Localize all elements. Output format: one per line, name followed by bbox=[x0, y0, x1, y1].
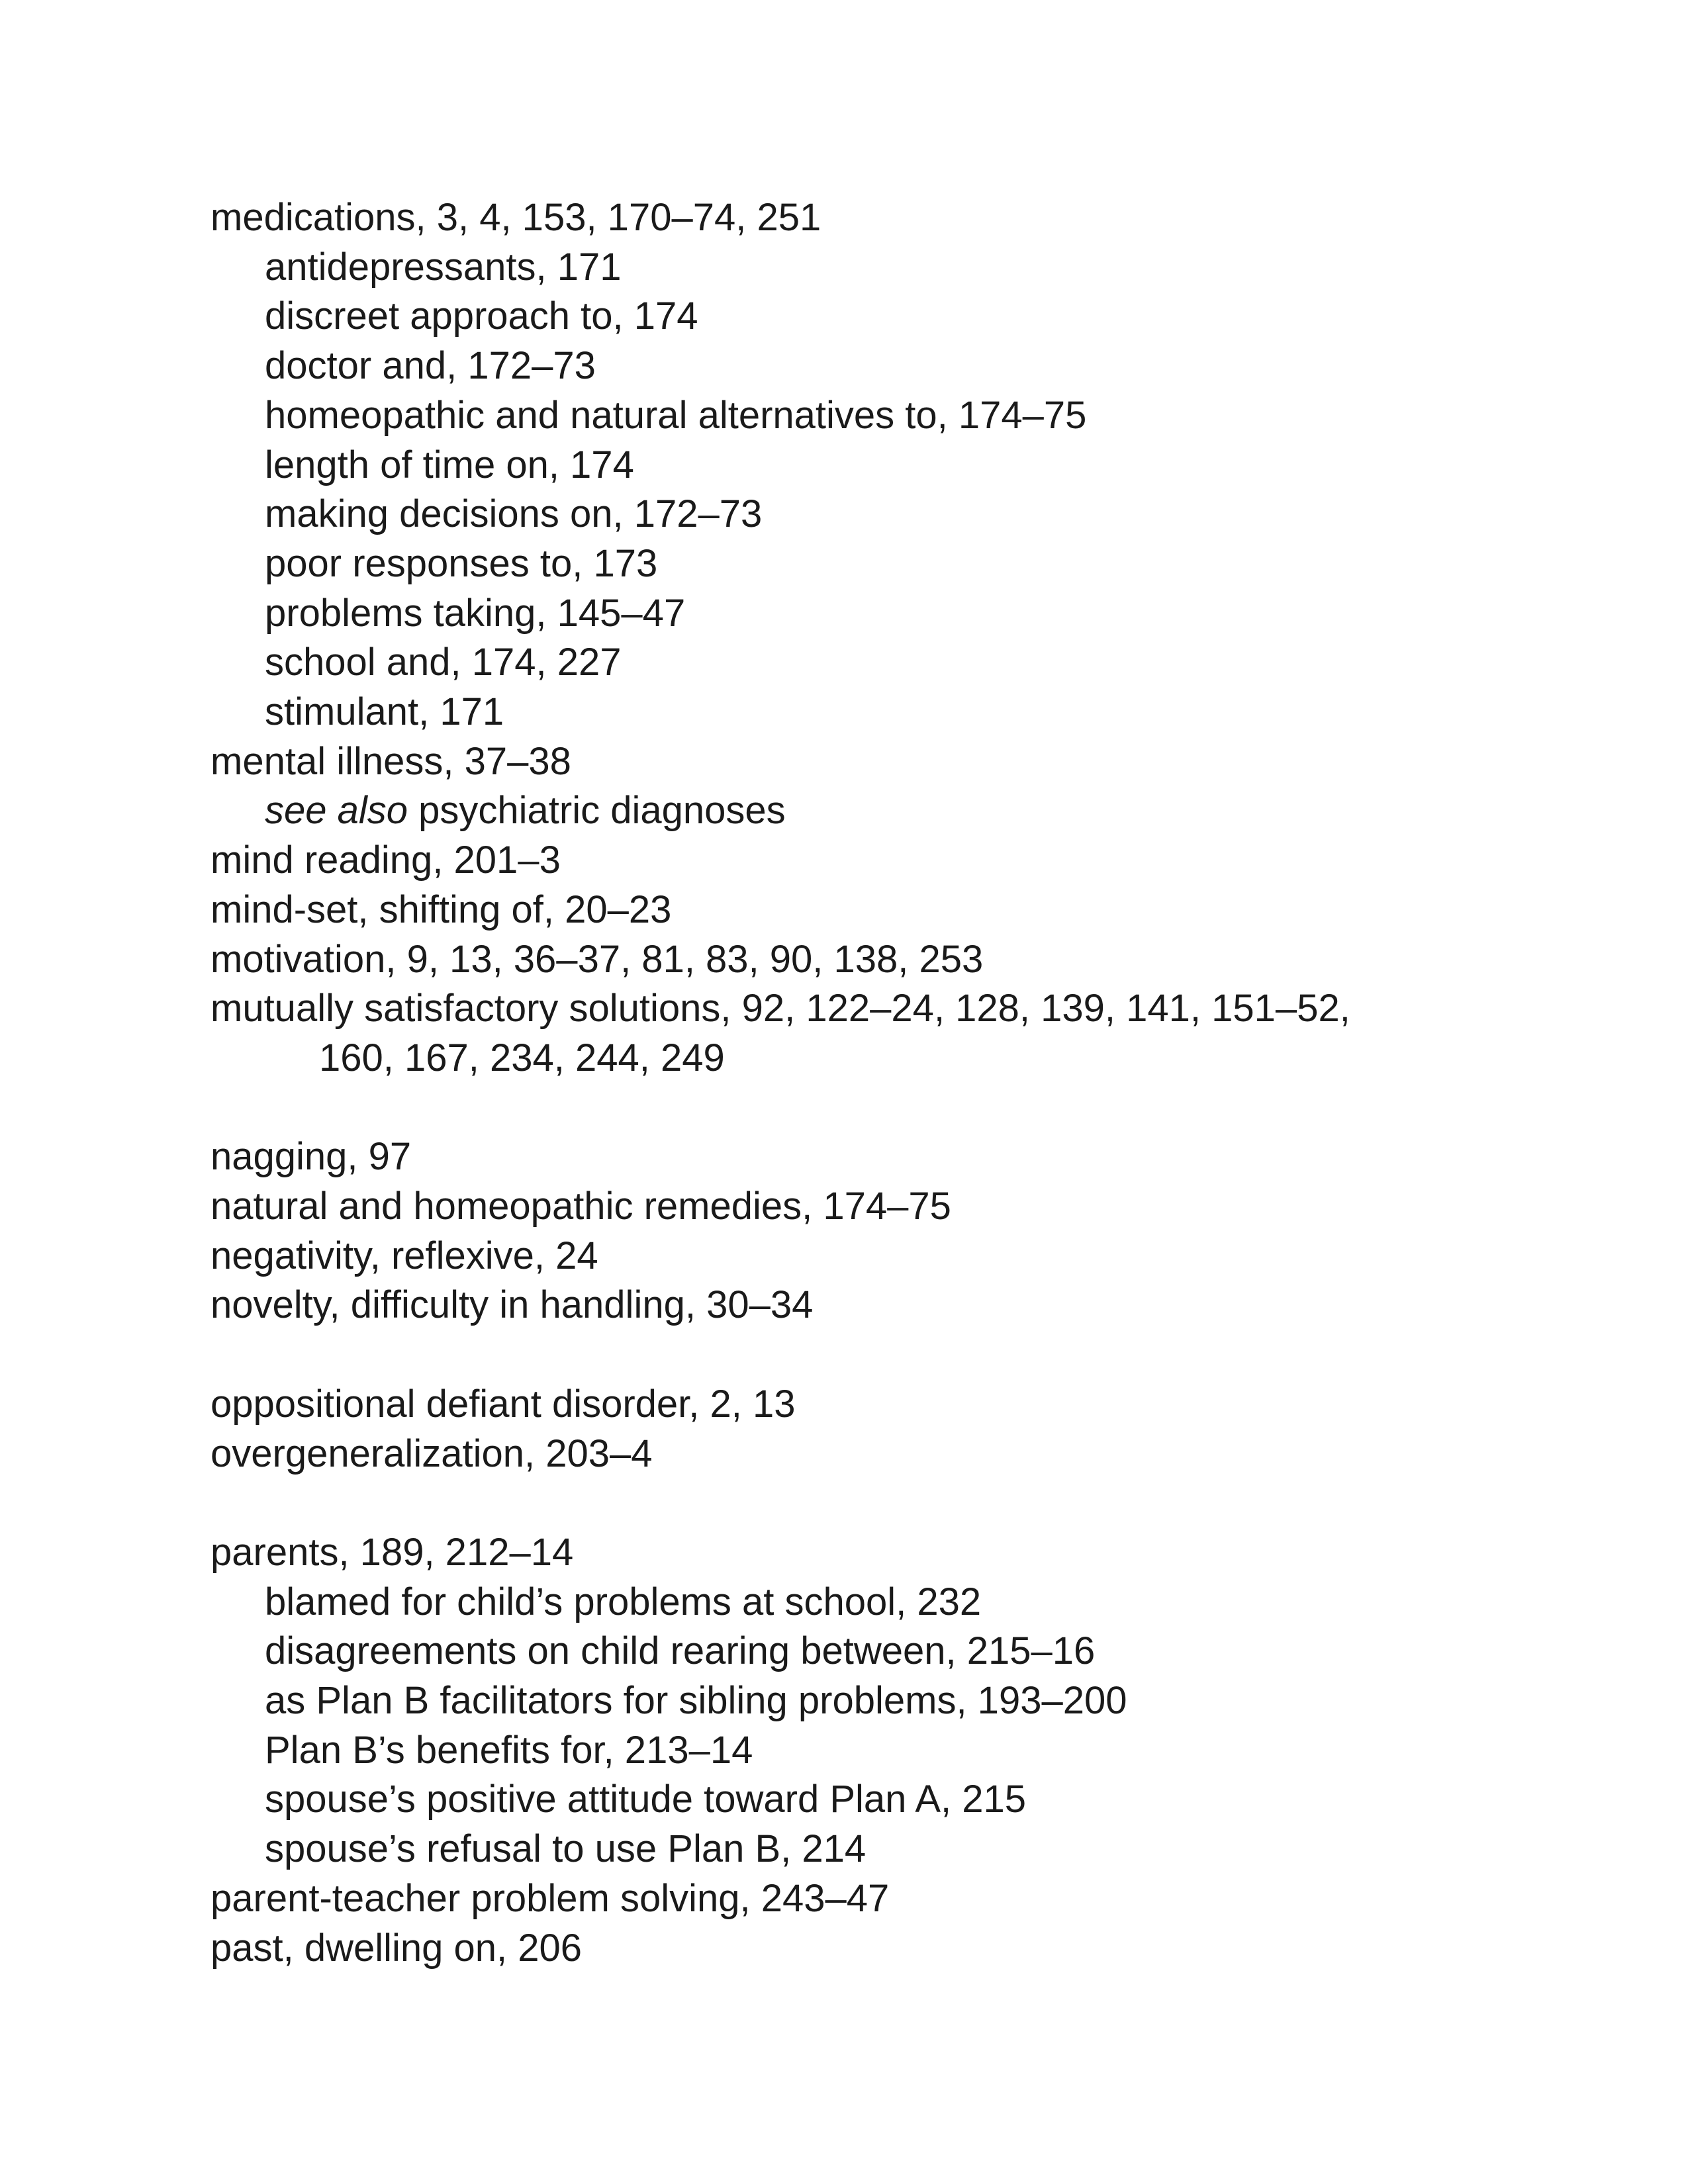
entry-text: psychiatric diagnoses bbox=[408, 789, 786, 833]
index-entry bbox=[211, 935, 1534, 985]
entry-text: oppositional defiant disorder, 2, 13 bbox=[211, 1382, 796, 1426]
entry-text: as Plan B facilitators for sibling problems, 193–200 bbox=[265, 1679, 1127, 1723]
entry-text: nagging, 97 bbox=[211, 1135, 412, 1179]
entry-text: mind-set, shifting of, 20–23 bbox=[211, 887, 672, 931]
entry-text: mental illness, 37–38 bbox=[211, 739, 571, 783]
entry-text: discreet approach to, 174 bbox=[265, 295, 698, 338]
entry-text: overgeneralization, 203–4 bbox=[211, 1432, 653, 1475]
index-entry bbox=[211, 886, 1534, 935]
entry-text: parent-teacher problem solving, 243–47 bbox=[211, 1876, 890, 1920]
index-subentry bbox=[211, 292, 1534, 341]
see-also-reference: see also bbox=[265, 789, 408, 833]
index-subentry bbox=[211, 1578, 1534, 1627]
entry-text: length of time on, 174 bbox=[265, 443, 634, 486]
entry-text: blamed for child’s problems at school, 232 bbox=[265, 1580, 982, 1623]
entry-text: natural and homeopathic remedies, 174–75 bbox=[211, 1185, 951, 1228]
index-subentry bbox=[211, 341, 1534, 391]
blank-line bbox=[211, 1083, 1534, 1133]
entry-text: mind reading, 201–3 bbox=[211, 839, 561, 882]
entry-text: medications, 3, 4, 153, 170–74, 251 bbox=[211, 196, 821, 239]
index-subentry bbox=[211, 490, 1534, 539]
index-subentry bbox=[211, 786, 1534, 836]
index-entry bbox=[211, 1281, 1534, 1330]
entry-text: doctor and, 172–73 bbox=[265, 344, 596, 388]
index-subentry bbox=[211, 1775, 1534, 1825]
index-subentry bbox=[211, 688, 1534, 737]
index-entry bbox=[211, 836, 1534, 886]
entry-text: problems taking, 145–47 bbox=[265, 591, 686, 635]
index-entry bbox=[211, 984, 1534, 1034]
entry-text: parents, 189, 212–14 bbox=[211, 1530, 574, 1574]
entry-text: negativity, reflexive, 24 bbox=[211, 1234, 598, 1277]
index-entry bbox=[211, 1232, 1534, 1281]
index-subentry bbox=[211, 1627, 1534, 1676]
index-entry bbox=[211, 193, 1534, 243]
index-entry bbox=[211, 1430, 1534, 1479]
index-entry-continuation bbox=[211, 1034, 1534, 1083]
entry-text: making decisions on, 172–73 bbox=[265, 492, 763, 536]
entry-text: antidepressants, 171 bbox=[265, 245, 622, 289]
index-subentry bbox=[211, 391, 1534, 441]
index-subentry bbox=[211, 638, 1534, 688]
entry-text: motivation, 9, 13, 36–37, 81, 83, 90, 138, 253 bbox=[211, 937, 984, 981]
entry-text: novelty, difficulty in handling, 30–34 bbox=[211, 1283, 814, 1327]
index-entry bbox=[211, 1132, 1534, 1182]
entry-text: 160, 167, 234, 244, 249 bbox=[319, 1036, 725, 1079]
entry-text: spouse’s positive attitude toward Plan A, 215 bbox=[265, 1778, 1027, 1821]
index-subentry bbox=[211, 589, 1534, 639]
index-subentry bbox=[211, 539, 1534, 589]
index-subentry bbox=[211, 1726, 1534, 1776]
index-entry bbox=[211, 1924, 1534, 1974]
index-subentry bbox=[211, 243, 1534, 293]
index-entry bbox=[211, 737, 1534, 787]
index-entries bbox=[211, 193, 1534, 1973]
entry-text: Plan B’s benefits for, 213–14 bbox=[265, 1728, 753, 1772]
entry-text: disagreements on child rearing between, 215–16 bbox=[265, 1629, 1096, 1673]
index-subentry bbox=[211, 1676, 1534, 1726]
index-subentry bbox=[211, 1825, 1534, 1874]
index-entry bbox=[211, 1182, 1534, 1232]
index-subentry bbox=[211, 441, 1534, 490]
index-entry bbox=[211, 1528, 1534, 1578]
blank-line bbox=[211, 1330, 1534, 1380]
entry-text: past, dwelling on, 206 bbox=[211, 1926, 583, 1970]
blank-line bbox=[211, 1479, 1534, 1528]
entry-text: poor responses to, 173 bbox=[265, 541, 658, 585]
entry-text: stimulant, 171 bbox=[265, 690, 504, 734]
entry-text: school and, 174, 227 bbox=[265, 641, 622, 684]
entry-text: mutually satisfactory solutions, 92, 122–24, 128, 139, 141, 151–52, bbox=[211, 987, 1350, 1030]
index-entry bbox=[211, 1874, 1534, 1924]
entry-text: spouse’s refusal to use Plan B, 214 bbox=[265, 1827, 867, 1871]
index-entry bbox=[211, 1380, 1534, 1430]
entry-text: homeopathic and natural alternatives to, 174–75 bbox=[265, 393, 1087, 437]
